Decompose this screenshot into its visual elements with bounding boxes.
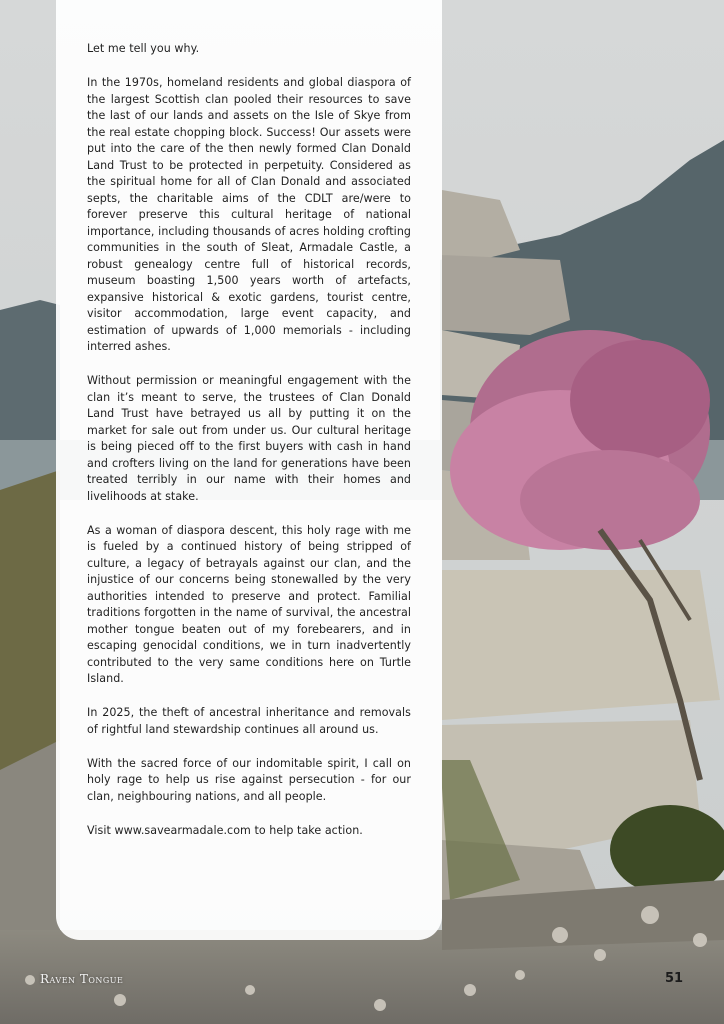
publication-name: Raven Tongue <box>40 972 124 986</box>
paragraph-visit: Visit www.savearmadale.com to help take action. <box>87 824 363 838</box>
paragraph-betrayal: Without permission or meaningful engagement with the clan it’s meant to serve, the trustees of Clan Donald Land Trust have betrayed us all by putting it on the market for sale out from under us. Our cultural heritage is being pieced off to the first buyers with cash in hand and crofters living on the land for generations have been treated terribly in our name with their homes and livelihoods at stake. <box>87 374 411 503</box>
paragraph-call: With the sacred force of our indomitable spirit, I call on holy rage to help us rise against persecution - for our clan, neighbouring nations, and all people. <box>87 756 411 803</box>
page-number: 51 <box>665 971 684 986</box>
text-card <box>56 0 442 940</box>
paragraph-2025: In 2025, the theft of ancestral inheritance and removals of rightful land stewardship continues all around us. <box>87 706 411 736</box>
paragraph-history: In the 1970s, homeland residents and global diaspora of the largest Scottish clan pooled their resources to save the last of our lands and assets on the Isle of Skye from the real estate chopping block. Success! Our assets were put into the care of the then newly formed Clan Donald Land Trust to be protected in perpetuity. Considered as the spiritual home for all of Clan Donald and associated septs, the charitable aims of the CDLT are/were to forever preserve this cultural heritage of national importance, including thousands of acres holding crofting communities in the south of Sleat, Armadale Castle, a robust genealogy centre full of historical records, museum boasting 1,500 years worth of artefacts, expansive historical & exotic gardens, tourist centre, visitor accommodation, large event capacity, and estimation of upwards of 1,000 memorials - including interred ashes. <box>87 76 411 354</box>
paragraph-diaspora: As a woman of diaspora descent, this holy rage with me is fueled by a continued history of being stripped of culture, a legacy of betrayals against our clan, and the injustice of our concerns being stonewalled by the very authorities intended to preserve and protect. Familial traditions forgotten in the name of survival, the ancestral mother tongue beaten out of my forebearers, and in escaping genocidal conditions, we in turn inadvertently contributed to the very same conditions here on Turtle Island. <box>87 523 411 686</box>
paragraph-intro: Let me tell you why. <box>87 42 200 55</box>
